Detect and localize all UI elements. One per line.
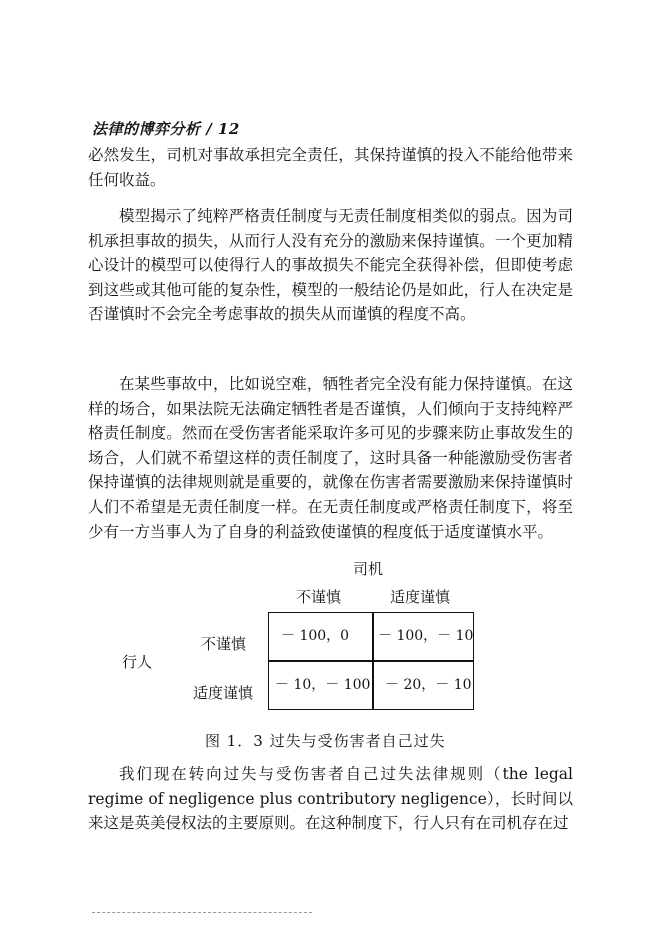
- payoff-cell: － 10，－ 100: [275, 677, 371, 693]
- payoff-cell: － 100，0: [281, 628, 350, 644]
- paragraph-1: 必然发生，司机对事故承担完全责任，其保持谨慎的投入不能给他带来任何收益。: [88, 146, 573, 189]
- running-head: 法律的博弈分析 / 12: [92, 120, 240, 138]
- column-strategy-1: 不谨慎: [296, 588, 342, 606]
- row-strategy-1: 不谨慎: [201, 635, 247, 653]
- grid-horizontal-divider: [269, 660, 473, 662]
- payoff-grid: [268, 612, 474, 710]
- footer-rule: [92, 912, 312, 913]
- paragraph-2: 模型揭示了纯粹严格责任制度与无责任制度相类似的弱点。因为司机承担事故的损失，从而行人没有充分的激励来保持谨慎。一个更加精心设计的模型可以使得行人的事故损失不能完全获得补偿，但即使考虑到这些或其他可能的复杂性，模型的一般结论仍是如此，行人在决定是否谨慎时不会完全考虑事故的损失从而谨慎的程度不高。: [88, 207, 573, 324]
- column-strategy-2: 适度谨慎: [390, 588, 451, 606]
- paragraph-4: 我们现在转向过失与受伤害者自己过失法律规则（the legal regime of negligence plus contributory negligence），长时间以来这是英美侵权法的主要原则。在这种制度下，行人只有在司机存在过: [88, 765, 573, 833]
- payoff-cell: － 100，－ 10: [378, 628, 474, 644]
- figure-caption: 图 1．3 过失与受伤害者自己过失: [205, 732, 446, 750]
- column-player-label: 司机: [353, 560, 384, 578]
- payoff-cell: － 20，－ 10: [385, 677, 472, 693]
- paragraph-3: 在某些事故中，比如说空难，牺牲者完全没有能力保持谨慎。在这样的场合，如果法院无法确定牺牲者是否谨慎，人们倾向于支持纯粹严格责任制度。然而在受伤害者能采取许多可见的步骤来防止事故发生的场合，人们就不希望这样的责任制度了，这时具备一种能激励受伤害者保持谨慎的法律规则就是重要的，就像在伤害者需要激励来保持谨慎时人们不希望是无责任制度一样。在无责任制度或严格责任制度下，将至少有一方当事人为了自身的利益致使谨慎的程度低于适度谨慎水平。: [88, 375, 573, 541]
- row-strategy-2: 适度谨慎: [193, 684, 254, 702]
- row-player-label: 行人: [122, 653, 153, 671]
